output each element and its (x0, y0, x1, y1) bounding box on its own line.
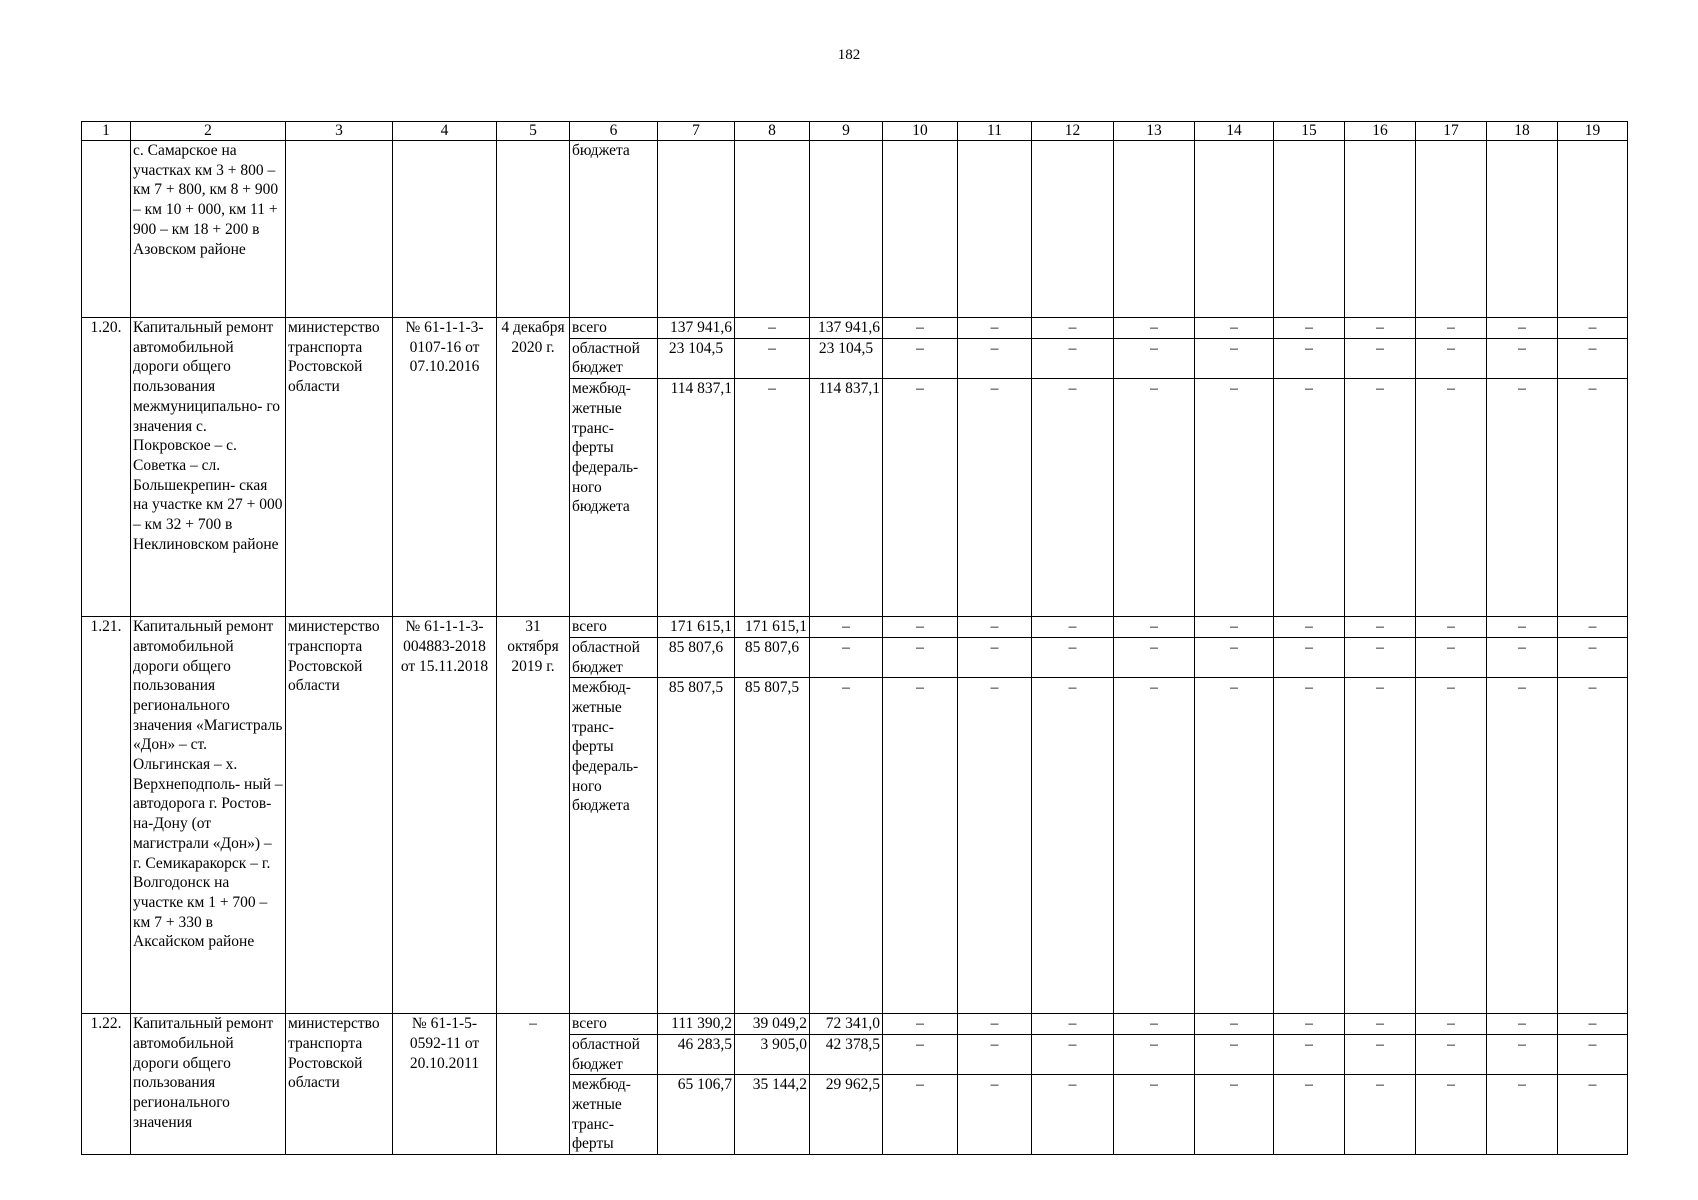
value-cell: 111 390,2 (658, 1014, 735, 1035)
value-cell: 3 905,0 (735, 1034, 810, 1074)
source-cell: межбюд- жетные транс- ферты федераль- ного бюджета (570, 379, 658, 617)
dash-cell: – (1558, 617, 1628, 638)
dash-cell: – (1032, 1075, 1114, 1155)
cell (497, 141, 570, 318)
cell (1558, 141, 1628, 318)
column-header: 6 (570, 122, 658, 141)
column-header: 8 (735, 122, 810, 141)
dash-cell: – (1195, 338, 1274, 378)
dash-cell: – (958, 617, 1032, 638)
dash-cell: – (1114, 678, 1195, 1014)
dash-cell: – (883, 379, 958, 617)
column-header: 4 (393, 122, 497, 141)
cell (1487, 141, 1558, 318)
cell (1416, 141, 1487, 318)
dash-cell: – (1416, 1014, 1487, 1035)
column-header: 7 (658, 122, 735, 141)
dash-cell: – (1195, 1075, 1274, 1155)
object-name-cell: с. Самарское на участках км 3 + 800 – км 7 + 800, км 8 + 900 – км 10 + 000, км 11 + 900 – км 18 + 200 в Азовском районе (131, 141, 286, 318)
dash-cell: – (1416, 318, 1487, 339)
dash-cell: – (1114, 637, 1195, 677)
value-cell: 85 807,5 (735, 678, 810, 1014)
column-header: 16 (1345, 122, 1416, 141)
organization-cell: министерство транспорта Ростовской области (286, 1014, 393, 1155)
cell (1195, 141, 1274, 318)
value-cell: 137 941,6 (658, 318, 735, 339)
dash-cell: – (1032, 1034, 1114, 1074)
value-cell: 137 941,6 (810, 318, 883, 339)
cell (1274, 141, 1345, 318)
dash-cell: – (1114, 1014, 1195, 1035)
financing-table (81, 121, 1628, 1155)
dash-cell: – (958, 379, 1032, 617)
dash-cell: – (1114, 617, 1195, 638)
document-cell: № 61-1-1-3- 0107-16 от 07.10.2016 (393, 318, 497, 617)
column-header: 11 (958, 122, 1032, 141)
dash-cell: – (883, 1075, 958, 1155)
organization-cell: министерство транспорта Ростовской области (286, 318, 393, 617)
date-cell: – (497, 1014, 570, 1155)
column-header: 9 (810, 122, 883, 141)
dash-cell: – (1345, 379, 1416, 617)
date-cell: 4 декабря 2020 г. (497, 318, 570, 617)
dash-cell: – (1032, 318, 1114, 339)
value-cell: 114 837,1 (810, 379, 883, 617)
source-cell: всего (570, 1014, 658, 1035)
dash-cell: – (1345, 637, 1416, 677)
dash-cell: – (1032, 617, 1114, 638)
cell (810, 141, 883, 318)
object-name-cell: Капитальный ремонт автомобильной дороги общего пользования межмуниципально- го значения с. Покровское – с. Советка – сл. Большекрепин- ская на участке км 27 + 000 – км 32 + 700 в Неклиновском районе (131, 318, 286, 617)
dash-cell: – (1558, 678, 1628, 1014)
column-header: 18 (1487, 122, 1558, 141)
column-header: 12 (1032, 122, 1114, 141)
dash-cell: – (1345, 338, 1416, 378)
dash-cell: – (1487, 1075, 1558, 1155)
value-cell: 29 962,5 (810, 1075, 883, 1155)
cell (658, 141, 735, 318)
dash-cell: – (1558, 1075, 1628, 1155)
dash-cell: – (883, 678, 958, 1014)
source-cell: областной бюджет (570, 338, 658, 378)
dash-cell: – (1487, 338, 1558, 378)
column-header: 10 (883, 122, 958, 141)
dash-cell: – (1032, 637, 1114, 677)
date-cell: 31 октября 2019 г. (497, 617, 570, 1014)
value-cell: 114 837,1 (658, 379, 735, 617)
dash-cell: – (1558, 318, 1628, 339)
value-cell: – (810, 637, 883, 677)
dash-cell: – (1195, 379, 1274, 617)
cell (735, 141, 810, 318)
source-cell: межбюд- жетные транс- ферты федераль- ного бюджета (570, 678, 658, 1014)
object-name-cell: Капитальный ремонт автомобильной дороги общего пользования регионального значения «Магистраль «Дон» – ст. Ольгинская – х. Верхнеподполь- ный – автодорога г. Ростов-на-Дону (от магистрали «Дон») – г. Семикаракорск – г. Волгодонск на участке км 1 + 700 – км 7 + 330 в Аксайском районе (131, 617, 286, 1014)
dash-cell: – (883, 617, 958, 638)
dash-cell: – (883, 1014, 958, 1035)
value-cell: – (810, 617, 883, 638)
dash-cell: – (1487, 637, 1558, 677)
dash-cell: – (1195, 1034, 1274, 1074)
dash-cell: – (1345, 318, 1416, 339)
value-cell: – (735, 379, 810, 617)
table-row-1-20-total (82, 318, 1628, 339)
value-cell: 171 615,1 (735, 617, 810, 638)
value-cell: 23 104,5 (658, 338, 735, 378)
dash-cell: – (958, 637, 1032, 677)
column-header: 1 (82, 122, 131, 141)
cell (393, 141, 497, 318)
dash-cell: – (1114, 318, 1195, 339)
dash-cell: – (1345, 1075, 1416, 1155)
dash-cell: – (1487, 1014, 1558, 1035)
dash-cell: – (1487, 379, 1558, 617)
table-row-continuation (82, 141, 1628, 318)
dash-cell: – (1195, 1014, 1274, 1035)
dash-cell: – (1032, 1014, 1114, 1035)
dash-cell: – (1195, 678, 1274, 1014)
organization-cell: министерство транспорта Ростовской области (286, 617, 393, 1014)
dash-cell: – (1114, 1034, 1195, 1074)
dash-cell: – (1114, 338, 1195, 378)
dash-cell: – (1274, 1034, 1345, 1074)
dash-cell: – (1274, 318, 1345, 339)
column-header: 3 (286, 122, 393, 141)
dash-cell: – (1032, 338, 1114, 378)
column-header: 14 (1195, 122, 1274, 141)
source-cell: областной бюджет (570, 637, 658, 677)
cell (1114, 141, 1195, 318)
cell (883, 141, 958, 318)
cell (286, 141, 393, 318)
dash-cell: – (958, 318, 1032, 339)
dash-cell: – (1274, 1075, 1345, 1155)
table-row-1-22-total (82, 1014, 1628, 1035)
dash-cell: – (1195, 617, 1274, 638)
value-cell: 42 378,5 (810, 1034, 883, 1074)
dash-cell: – (1416, 1034, 1487, 1074)
dash-cell: – (883, 318, 958, 339)
source-cell: всего (570, 318, 658, 339)
dash-cell: – (883, 1034, 958, 1074)
row-number-cell: 1.21. (82, 617, 131, 1014)
dash-cell: – (1416, 379, 1487, 617)
dash-cell: – (1274, 617, 1345, 638)
source-cell: бюджета (570, 141, 658, 318)
dash-cell: – (958, 338, 1032, 378)
column-header: 5 (497, 122, 570, 141)
dash-cell: – (1487, 1034, 1558, 1074)
column-header: 17 (1416, 122, 1487, 141)
dash-cell: – (1274, 678, 1345, 1014)
dash-cell: – (1345, 1034, 1416, 1074)
dash-cell: – (1274, 379, 1345, 617)
value-cell: 85 807,5 (658, 678, 735, 1014)
source-cell: областной бюджет (570, 1034, 658, 1074)
value-cell: 85 807,6 (735, 637, 810, 677)
dash-cell: – (1416, 1075, 1487, 1155)
dash-cell: – (1114, 379, 1195, 617)
row-number-cell: 1.22. (82, 1014, 131, 1155)
dash-cell: – (1558, 1014, 1628, 1035)
value-cell: 46 283,5 (658, 1034, 735, 1074)
value-cell: 65 106,7 (658, 1075, 735, 1155)
dash-cell: – (1487, 318, 1558, 339)
value-cell: 85 807,6 (658, 637, 735, 677)
dash-cell: – (1416, 637, 1487, 677)
value-cell: 35 144,2 (735, 1075, 810, 1155)
dash-cell: – (958, 678, 1032, 1014)
object-name-cell: Капитальный ремонт автомобильной дороги общего пользования регионального значения (131, 1014, 286, 1155)
dash-cell: – (1416, 338, 1487, 378)
dash-cell: – (1032, 379, 1114, 617)
value-cell: – (810, 678, 883, 1014)
dash-cell: – (1195, 318, 1274, 339)
cell (1345, 141, 1416, 318)
dash-cell: – (958, 1034, 1032, 1074)
value-cell: 23 104,5 (810, 338, 883, 378)
dash-cell: – (1114, 1075, 1195, 1155)
dash-cell: – (1558, 1034, 1628, 1074)
dash-cell: – (1487, 678, 1558, 1014)
column-header: 13 (1114, 122, 1195, 141)
dash-cell: – (1416, 678, 1487, 1014)
dash-cell: – (1195, 637, 1274, 677)
dash-cell: – (1487, 617, 1558, 638)
value-cell: – (735, 338, 810, 378)
source-cell: всего (570, 617, 658, 638)
dash-cell: – (883, 338, 958, 378)
document-cell: № 61-1-1-3- 004883-2018 от 15.11.2018 (393, 617, 497, 1014)
dash-cell: – (1558, 379, 1628, 617)
column-header: 19 (1558, 122, 1628, 141)
document-cell: № 61-1-5- 0592-11 от 20.10.2011 (393, 1014, 497, 1155)
value-cell: – (735, 318, 810, 339)
dash-cell: – (1032, 678, 1114, 1014)
value-cell: 72 341,0 (810, 1014, 883, 1035)
cell (958, 141, 1032, 318)
dash-cell: – (1416, 617, 1487, 638)
dash-cell: – (1345, 678, 1416, 1014)
page-number: 182 (837, 47, 861, 63)
source-cell: межбюд- жетные транс- ферты (570, 1075, 658, 1155)
row-number-cell (82, 141, 131, 318)
cell (1032, 141, 1114, 318)
dash-cell: – (1274, 338, 1345, 378)
dash-cell: – (958, 1014, 1032, 1035)
table-row-1-21-total (82, 617, 1628, 638)
column-header: 2 (131, 122, 286, 141)
row-number-cell: 1.20. (82, 318, 131, 617)
dash-cell: – (1274, 637, 1345, 677)
dash-cell: – (1558, 637, 1628, 677)
column-header: 15 (1274, 122, 1345, 141)
column-number-header-row (82, 122, 1628, 141)
value-cell: 39 049,2 (735, 1014, 810, 1035)
dash-cell: – (1274, 1014, 1345, 1035)
dash-cell: – (958, 1075, 1032, 1155)
dash-cell: – (883, 637, 958, 677)
dash-cell: – (1345, 1014, 1416, 1035)
value-cell: 171 615,1 (658, 617, 735, 638)
dash-cell: – (1558, 338, 1628, 378)
dash-cell: – (1345, 617, 1416, 638)
